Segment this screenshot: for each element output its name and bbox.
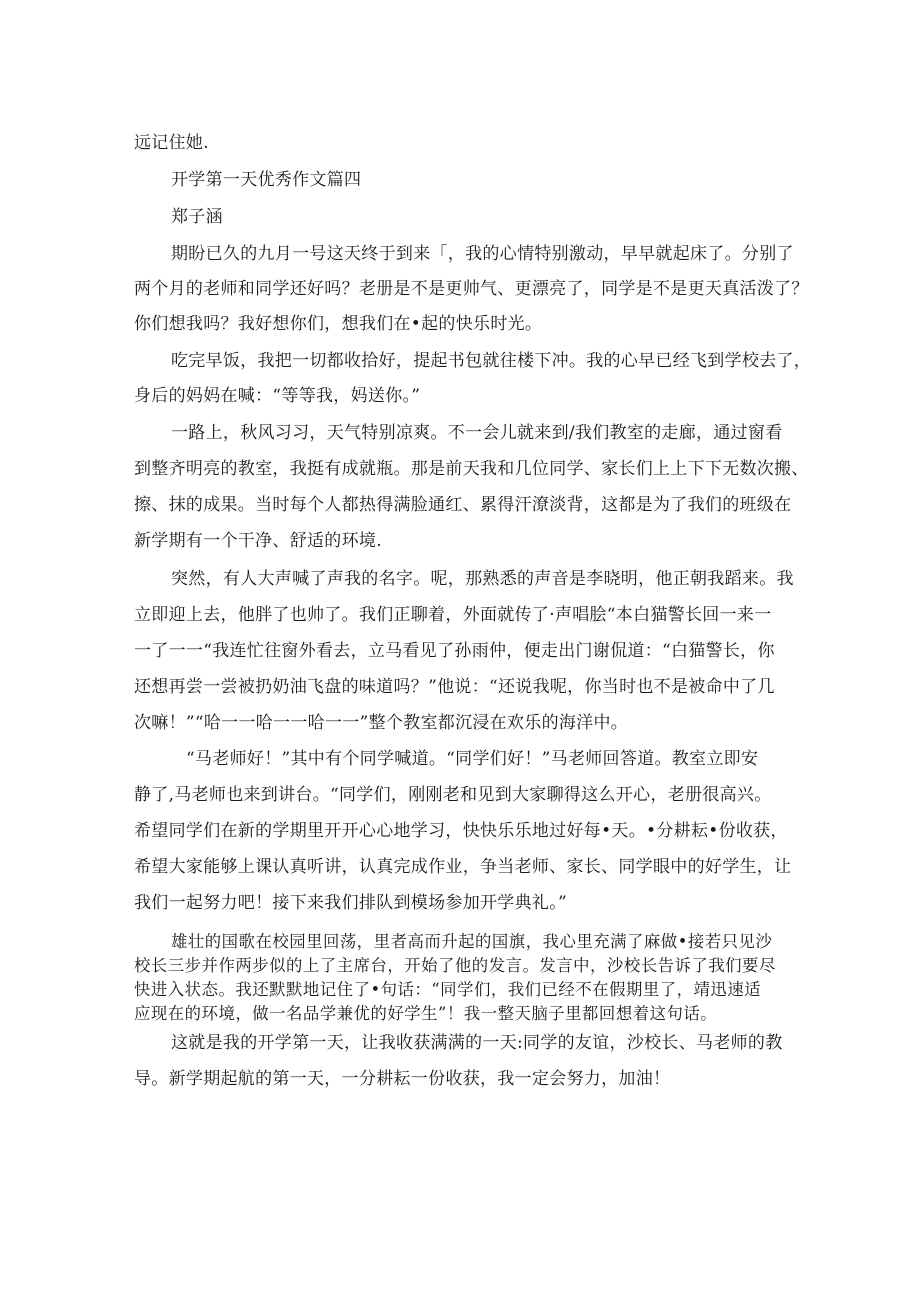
text-line: 擦、抹的成果。当时每个人都热得满脸通红、累得汗潦淡背，这都是为了我们的班级在 bbox=[134, 495, 792, 515]
text-line: 一路上，秋风习习，天气特别凉爽。不一会儿就来到/我们教室的走廊，通过窗看 bbox=[171, 423, 783, 443]
text-line: 希望大家能够上课认真听讲，认真完成作业，争当老师、家长、同学眼中的好学生，让 bbox=[134, 857, 792, 877]
text-line: 雄壮的国歌在校园里回荡，里者高而升起的国旗，我心里充满了麻做•接若只见沙 bbox=[171, 932, 773, 951]
text-line: 立即迎上去，他胖了也帅了。我们正聊着，外面就传了·声唱脍“本白猫警长回一来一 bbox=[134, 605, 772, 625]
text-line: 一了一一“我连忙往窗外看去，立马看见了孙雨仲，便走出门谢侃道：“白猫警长，你 bbox=[134, 641, 775, 661]
text-line: 快进入状态。我还默默地记住了•句话：“同学们，我们已经不在假期里了，靖迅速适 bbox=[134, 980, 762, 999]
text-line: 还想再尝一尝被扔奶油飞盘的味道吗？”他说：“还说我呢，你当时也不是被命中了几 bbox=[134, 677, 775, 697]
text-line: 吃完早饭，我把一切都收拾好，提起书包就往楼下冲。我的心早已经飞到学校去了， bbox=[171, 351, 812, 371]
text-line: 这就是我的开学第一天，让我收获满满的一天:同学的友谊，沙校长、马老师的教 bbox=[171, 1033, 783, 1053]
text-line: 我们一起努力吧！接下来我们排队到模场参加开学典礼。” bbox=[134, 893, 567, 913]
essay-title: 开学第一天优秀作文篇四 bbox=[171, 170, 362, 190]
text-line: 到整齐明亮的教室，我挺有成就瓶。那是前天我和几位同学、家长们上上下下无数次搬、 bbox=[134, 459, 809, 479]
text-line: 次嘛！”“哈一一哈一一哈一一”整个教室都沉浸在欢乐的海洋中。 bbox=[134, 713, 629, 733]
text-line: 身后的妈妈在喊：“等等我，妈送你。” bbox=[134, 386, 421, 406]
text-line: 应现在的环境，做一名品学兼优的好学生”！我一整天脑子里都回想着这句话。 bbox=[134, 1004, 718, 1023]
text-line: 期盼已久的九月一号这天终于到来「，我的心情特别激动，早早就起床了。分别了 bbox=[171, 244, 794, 264]
text-line: “马老师好！”其中有个同学喊道。“同学们好！”马老师回答道。教室立即安 bbox=[186, 749, 759, 769]
text-line: 校长三步并作两步似的上了主席台，开始了他的发言。发言中，沙校长告诉了我们要尽 bbox=[134, 956, 776, 975]
text-line: 希望同学们在新的学期里开开心心地学习，快快乐乐地过好每•天。•分耕耘•份收获， bbox=[134, 821, 788, 841]
text-line: 两个月的老师和同学还好吗？老册是不是更帅气、更漂亮了，同学是不是更天真活泼了？ bbox=[134, 279, 809, 299]
text-line: 导。新学期起航的第一天，一分耕耘一份收获，我一定会努力，加油！ bbox=[134, 1069, 671, 1089]
text-line: 突然，有人大声喊了声我的名字。呢，那熟悉的声音是李晓明，他正朝我蹈来。我 bbox=[171, 569, 794, 589]
text-line: 你们想我吗？我好想你们，想我们在•起的快乐时光。 bbox=[134, 314, 543, 334]
text-line: 新学期有一个干净、舒适的环境. bbox=[134, 531, 382, 551]
author-name: 郑子涵 bbox=[171, 207, 223, 227]
text-line: 远记住她. bbox=[134, 133, 209, 153]
text-line: 静了,马老师也来到讲台。“同学们，刚刚老和见到大家聊得这么开心，老册很高兴。 bbox=[134, 785, 772, 805]
